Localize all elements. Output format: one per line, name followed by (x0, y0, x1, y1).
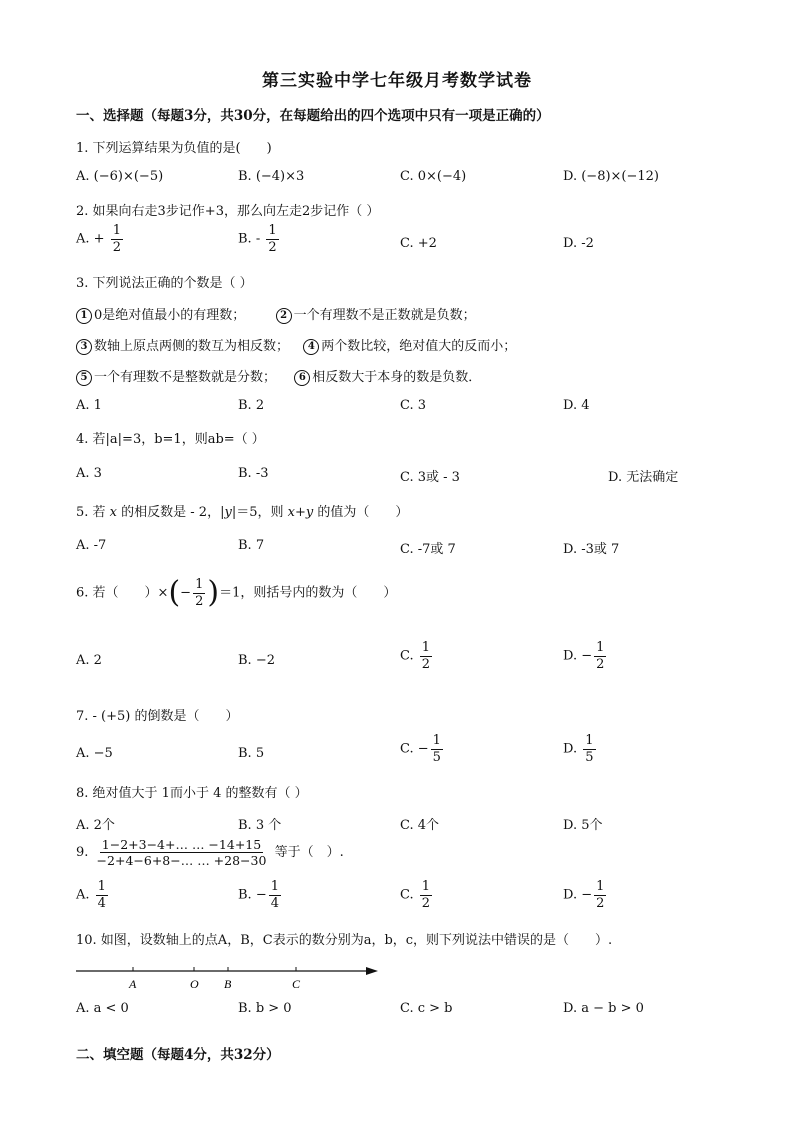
question-6-stem: 6. 若（ ）×(− $\frac{1}{2}$ )＝1，则括号内的数为（ ） (76, 575, 397, 611)
question-5-stem: 5. 若 x 的相反数是 - 2，|y|＝5，则 x+y 的值为（ ） (76, 505, 409, 520)
point-label-a: A (129, 977, 137, 991)
q6-option-c: C. $\frac{1}{2}$ (400, 640, 431, 672)
q5-option-d: D. -3或 7 (563, 542, 620, 557)
q3-option-d: D. 4 (563, 398, 590, 413)
q4-option-a: A. 3 (76, 466, 102, 481)
q4-option-c: C. 3或 - 3 (400, 470, 460, 485)
q9-option-a: A. $\frac{1}{4}$ (76, 879, 106, 911)
fraction: $\frac{1}{2}$ (596, 879, 605, 911)
fraction: $\frac{1}{2}$ (596, 640, 605, 672)
q10-option-a: A. a < 0 (76, 1001, 129, 1016)
q9-option-c: C. $\frac{1}{2}$ (400, 879, 431, 911)
number-line-figure (76, 962, 386, 994)
q10-option-c: C. c > b (400, 1001, 453, 1016)
fraction: $\frac{1}{2}$ (421, 879, 431, 911)
point-label-o: O (190, 977, 199, 991)
q8-option-c: C. 4个 (400, 818, 440, 833)
question-8-stem: 8. 绝对值大于 1而小于 4 的整数有（ ） (76, 786, 308, 801)
section-heading-fill-in: 二、填空题（每题4分，共32分） (76, 1047, 280, 1063)
question-2-stem: 2. 如果向右走3步记作+3，那么向左走2步记作（ ） (76, 204, 380, 219)
fraction: $\frac{1}{4}$ (270, 879, 279, 911)
fraction: $\frac{1}{5}$ (585, 733, 594, 765)
circled-number: 4 (303, 339, 319, 355)
q6-option-a: A. 2 (76, 653, 102, 668)
q7-option-c: C. − $\frac{1}{5}$ (400, 733, 441, 765)
q7-option-b: B. 5 (238, 746, 265, 761)
q10-option-b: B. b > 0 (238, 1001, 292, 1016)
fraction: $\frac{1}{2}$ (268, 223, 277, 255)
q5-option-c: C. -7或 7 (400, 542, 456, 557)
q2-option-d: D. -2 (563, 236, 594, 251)
q2-option-a: A. + $\frac{1}{2}$ (76, 223, 121, 255)
q3-statement-row-1: 1 0是绝对值最小的有理数； 2 一个有理数不是正数就是负数； (76, 304, 476, 324)
fraction-expression: $\frac{1-2+3-4+\dots \dots -14+15}{-2+4-6+8-\dots \dots +28-30}$ (96, 837, 267, 869)
q2-option-b: B. - $\frac{1}{2}$ (238, 223, 277, 255)
circled-number: 6 (294, 370, 310, 386)
q1-option-a: A. (−6)×(−5) (76, 169, 164, 184)
question-9-stem: 9. $\frac{1-2+3-4+\dots \dots -14+15}{-2+4-6+8-\dots \dots +28-30}$ 等于（ ）. (76, 837, 344, 869)
question-10-stem: 10. 如图，设数轴上的点A，B，C表示的数分别为a，b，c，则下列说法中错误的是（ ）. (76, 933, 613, 948)
q4-option-b: B. -3 (238, 466, 269, 481)
q8-option-b: B. 3 个 (238, 818, 282, 833)
question-1-stem: 1. 下列运算结果为负值的是( ) (76, 141, 272, 156)
q9-option-d: D. − $\frac{1}{2}$ (563, 879, 605, 911)
q2-option-c: C. +2 (400, 236, 437, 251)
fraction: $\frac{1}{4}$ (97, 879, 106, 911)
question-7-stem: 7. - (+5) 的倒数是（ ） (76, 709, 239, 724)
circled-number: 1 (76, 308, 92, 324)
q3-option-c: C. 3 (400, 398, 427, 413)
arrow-head-icon (366, 967, 378, 975)
fraction: $\frac{1}{2}$ (421, 640, 431, 672)
q1-option-c: C. 0×(−4) (400, 169, 467, 184)
q3-option-b: B. 2 (238, 398, 265, 413)
fraction: $\frac{1}{2}$ (195, 577, 204, 609)
q10-option-d: D. a − b > 0 (563, 1001, 644, 1016)
q4-option-d: D. 无法确定 (608, 470, 679, 485)
q8-option-a: A. 2个 (76, 818, 115, 833)
q3-statement-row-3: 5 一个有理数不是整数就是分数； 6 相反数大于本身的数是负数． (76, 366, 481, 386)
q3-option-a: A. 1 (76, 398, 102, 413)
q7-option-a: A. −5 (76, 746, 113, 761)
circled-number: 2 (276, 308, 292, 324)
circled-number: 3 (76, 339, 92, 355)
question-4-stem: 4. 若|a|=3，b=1，则ab=（ ） (76, 432, 265, 447)
q3-statement-row-2: 3 数轴上原点两侧的数互为相反数； 4 两个数比较，绝对值大的反而小； (76, 335, 516, 355)
q9-option-b: B. − $\frac{1}{4}$ (238, 879, 279, 911)
q7-option-d: D. $\frac{1}{5}$ (563, 733, 594, 765)
point-label-b: B (224, 977, 232, 991)
question-3-stem: 3. 下列说法正确的个数是（ ） (76, 276, 253, 291)
q1-option-d: D. (−8)×(−12) (563, 169, 660, 184)
q1-option-b: B. (−4)×3 (238, 169, 305, 184)
section-heading-choice: 一、选择题（每题3分，共30分，在每题给出的四个选项中只有一项是正确的） (76, 108, 550, 124)
q6-option-b: B. −2 (238, 653, 275, 668)
q5-option-a: A. -7 (76, 538, 107, 553)
fraction: $\frac{1}{5}$ (432, 733, 441, 765)
q8-option-d: D. 5个 (563, 818, 603, 833)
q6-option-d: D. − $\frac{1}{2}$ (563, 640, 605, 672)
circled-number: 5 (76, 370, 92, 386)
q5-option-b: B. 7 (238, 538, 265, 553)
page-title: 第三实验中学七年级月考数学试卷 (262, 71, 532, 91)
point-label-c: C (292, 977, 301, 991)
fraction: $\frac{1}{2}$ (112, 223, 121, 255)
